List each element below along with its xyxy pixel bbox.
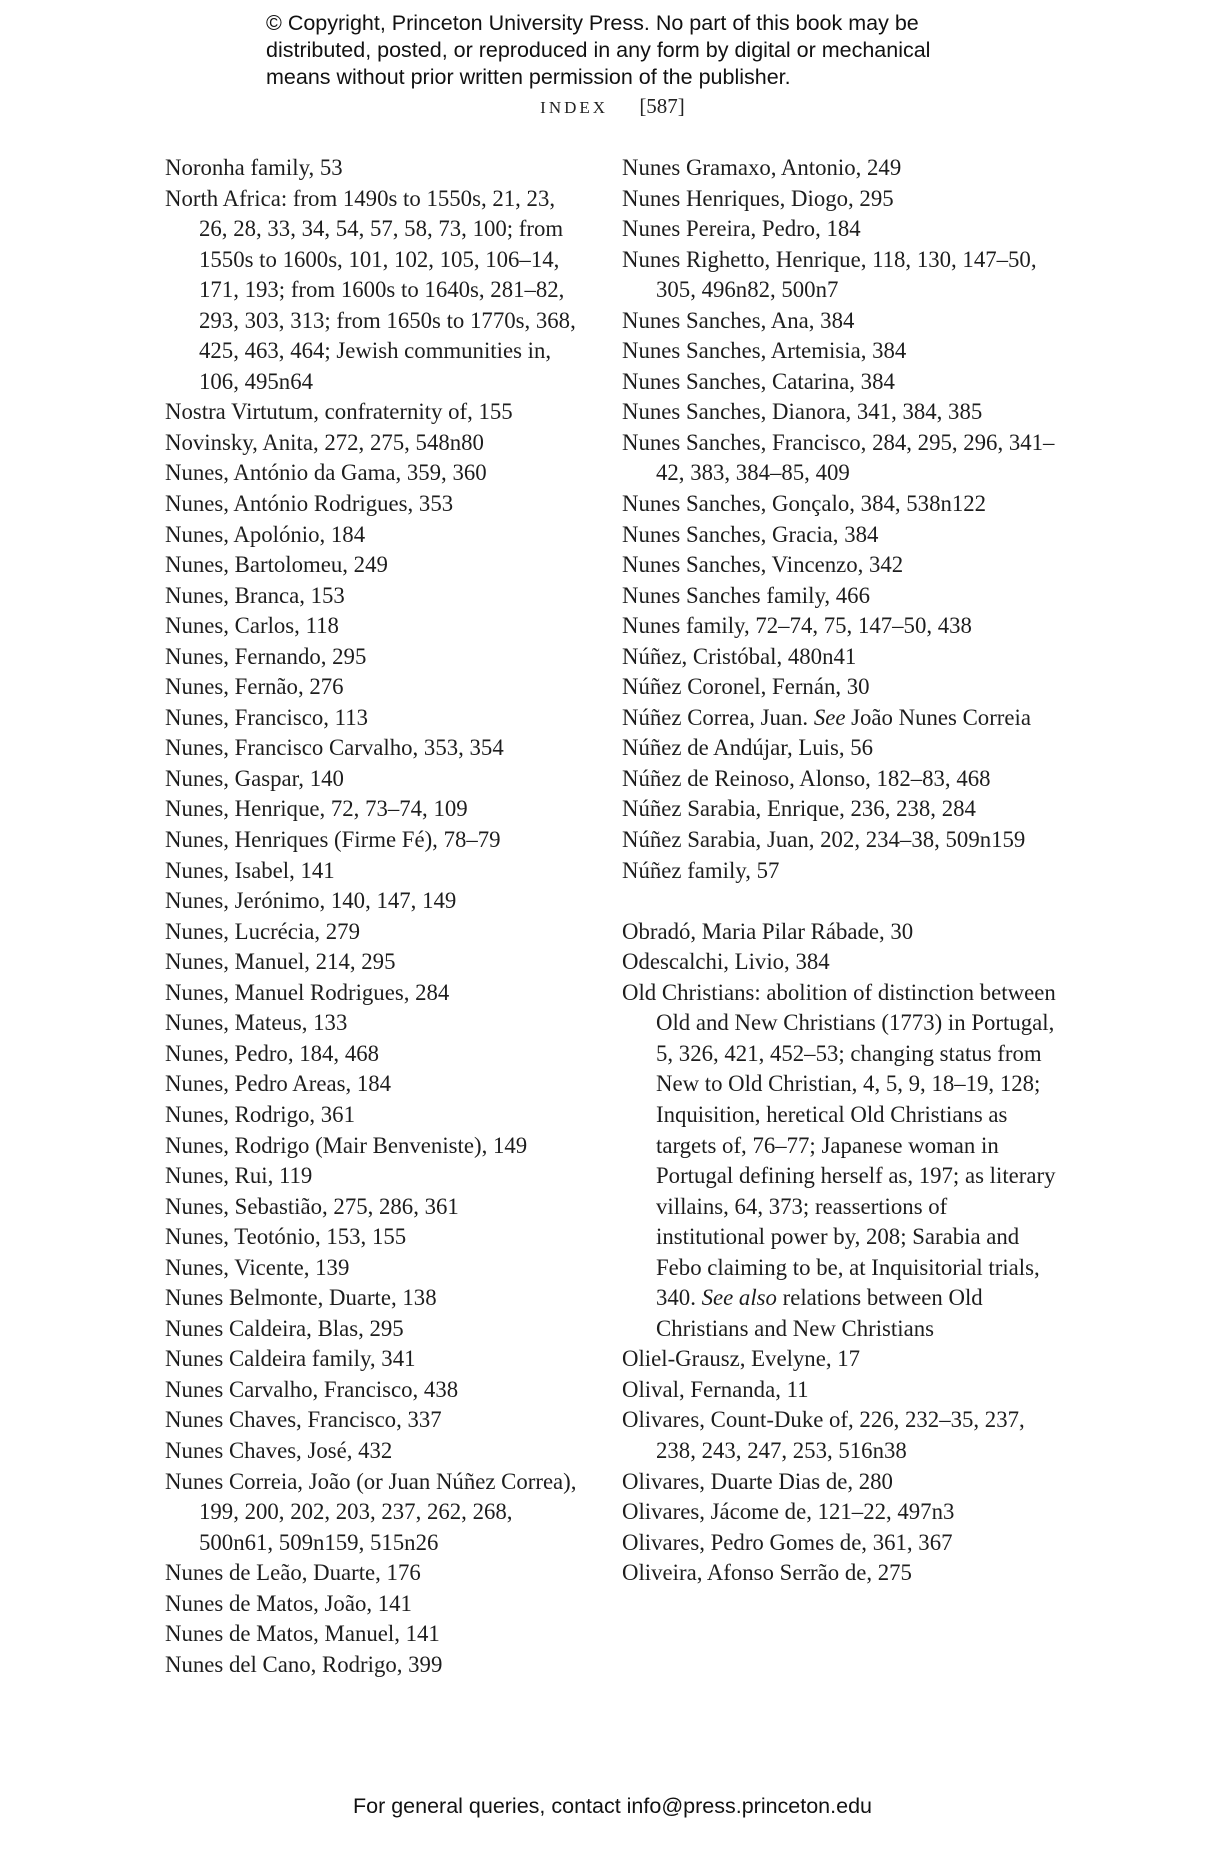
- index-entry: Olivares, Count-Duke of, 226, 232–35, 237, 238, 243, 247, 253, 516n38: [622, 1407, 1025, 1463]
- index-entry: Nunes Caldeira, Blas, 295: [165, 1315, 404, 1341]
- index-entry: Nunes, Francisco, 113: [165, 704, 369, 730]
- copyright-notice: [266, 10, 1026, 91]
- index-entry: Nunes Correia, João (or Juan Núñez Correa), 199, 200, 202, 203, 237, 262, 268, 500n61, 509n159, 515n26: [165, 1468, 577, 1555]
- index-entry: Nunes, Rodrigo (Mair Benveniste), 149: [165, 1132, 528, 1158]
- index-group: [622, 153, 1060, 672]
- copyright-line: © Copyright, Princeton University Press. No part of this book may be: [266, 11, 919, 35]
- index-entry: Nunes Belmonte, Duarte, 138: [165, 1285, 437, 1311]
- entry-text: Núñez Correa, Juan.: [622, 704, 814, 730]
- index-entry: Nunes, Pedro Areas, 184: [165, 1071, 392, 1097]
- index-entry: Nunes de Leão, Duarte, 176: [165, 1560, 421, 1586]
- index-entry: Nunes Sanches, Ana, 384: [622, 307, 855, 333]
- index-entry: Nunes Caldeira family, 341: [165, 1346, 416, 1372]
- index-entry: Nunes Sanches, Vincenzo, 342: [622, 552, 904, 578]
- index-entry: Núñez Sarabia, Juan, 202, 234–38, 509n159: [622, 827, 1026, 853]
- index-entry: Nunes, António da Gama, 359, 360: [165, 460, 487, 486]
- index-entry: Obradó, Maria Pilar Rábade, 30: [622, 918, 914, 944]
- index-entry: Nunes, Rui, 119: [165, 1163, 313, 1189]
- index-entry: Núñez de Reinoso, Alonso, 182–83, 468: [622, 765, 991, 791]
- index-entry: Nunes Sanches, Gracia, 384: [622, 521, 879, 547]
- index-entry: Nunes Sanches, Francisco, 284, 295, 296, 341–42, 383, 384–85, 409: [622, 429, 1055, 486]
- footer-contact: For general queries, contact info@press.princeton.edu: [352, 1794, 872, 1818]
- index-entry: Olival, Fernanda, 11: [622, 1376, 809, 1402]
- see-also-reference: See also: [701, 1285, 777, 1311]
- index-entry: Nunes Henriques, Diogo, 295: [622, 185, 894, 211]
- index-column-right: [622, 153, 1060, 1589]
- index-entry: Nunes, Bartolomeu, 249: [165, 552, 388, 578]
- index-entry: Nunes, Sebastião, 275, 286, 361: [165, 1193, 459, 1219]
- index-entry: Nunes Pereira, Pedro, 184: [622, 216, 861, 242]
- entry-text: Old Christians: abolition of distinction between Old and New Christians (1773) in Portugal, 5, 326, 421, 452–53; changing status from New to Old Christian, 4, 5, 9, 18–19, 128; Inquisition, heretical Old Christians as targets of, 76–77; Japanese woman in Portugal defining herself as, 197; as literary villains, 64, 373; reassertions of institutional power by, 208; Sarabia and Febo claiming to be, at Inquisitorial trials, 340.: [622, 979, 1056, 1311]
- copyright-line: distributed, posted, or reproduced in any form by digital or mechanical: [266, 38, 931, 62]
- index-entry: Nunes Sanches family, 466: [622, 582, 870, 608]
- index-entry: Nunes Righetto, Henrique, 118, 130, 147–50, 305, 496n82, 500n7: [622, 246, 1037, 303]
- index-entry: Nunes, Henriques (Firme Fé), 78–79: [165, 827, 501, 853]
- index-entry: Nunes, Apolónio, 184: [165, 521, 366, 547]
- index-entry: Nunes Carvalho, Francisco, 438: [165, 1376, 459, 1402]
- running-head-label: INDEX: [540, 98, 609, 117]
- index-column-left: [165, 153, 585, 1680]
- index-entry: Núñez Sarabia, Enrique, 236, 238, 284: [622, 796, 976, 822]
- index-entry-old-christians: [622, 978, 1060, 1345]
- index-entry: Nunes, Francisco Carvalho, 353, 354: [165, 735, 504, 761]
- index-entry: Nunes Chaves, Francisco, 337: [165, 1407, 442, 1433]
- index-entry: North Africa: from 1490s to 1550s, 21, 23, 26, 28, 33, 34, 54, 57, 58, 73, 100; from 1550s to 1600s, 101, 102, 105, 106–14, 171, 193; from 1600s to 1640s, 281–82, 293, 303, 313; from 1650s to 1770s, 368, 425, 463, 464; Jewish communities in, 106, 495n64: [165, 185, 576, 394]
- index-entry: Odescalchi, Livio, 384: [622, 949, 830, 975]
- index-entry: Nunes, Fernando, 295: [165, 643, 367, 669]
- index-entry: Nunes, Jerónimo, 140, 147, 149: [165, 888, 457, 914]
- letter-break: [622, 886, 1060, 917]
- index-entry: Nunes, Vicente, 139: [165, 1254, 350, 1280]
- index-entry: Núñez Coronel, Fernán, 30: [622, 674, 870, 700]
- index-group: [622, 1344, 1060, 1588]
- index-entry: Nunes, Manuel, 214, 295: [165, 949, 396, 975]
- index-entry: Novinsky, Anita, 272, 275, 548n80: [165, 429, 484, 455]
- index-entry: Oliel-Grausz, Evelyne, 17: [622, 1346, 861, 1372]
- index-entry: Nunes, Rodrigo, 361: [165, 1101, 355, 1127]
- index-entry: Nunes del Cano, Rodrigo, 399: [165, 1651, 443, 1677]
- index-entry: Nunes, António Rodrigues, 353: [165, 491, 454, 517]
- index-entry: Nunes, Henrique, 72, 73–74, 109: [165, 796, 468, 822]
- index-entry-nunez-correa: [622, 703, 1060, 734]
- copyright-line: means without prior written permission of the publisher.: [266, 65, 791, 89]
- index-entry: Olivares, Duarte Dias de, 280: [622, 1468, 893, 1494]
- index-entry: Nostra Virtutum, confraternity of, 155: [165, 399, 513, 425]
- index-entry: Núñez de Andújar, Luis, 56: [622, 735, 874, 761]
- index-entry: Nunes, Isabel, 141: [165, 857, 335, 883]
- index-entry: Nunes, Mateus, 133: [165, 1010, 348, 1036]
- index-entry: Nunes, Pedro, 184, 468: [165, 1040, 380, 1066]
- index-entry: Nunes de Matos, João, 141: [165, 1590, 412, 1616]
- index-entry: Nunes Gramaxo, Antonio, 249: [622, 155, 902, 180]
- index-entry: Nunes, Branca, 153: [165, 582, 345, 608]
- index-group: [622, 733, 1060, 886]
- index-entry: Nunes family, 72–74, 75, 147–50, 438: [622, 613, 972, 639]
- index-entry: Olivares, Jácome de, 121–22, 497n3: [622, 1499, 955, 1525]
- index-entry: Núñez family, 57: [622, 857, 780, 883]
- see-reference: See: [813, 704, 846, 730]
- page-number: [587]: [639, 94, 685, 118]
- index-entry: Nunes, Lucrécia, 279: [165, 918, 360, 944]
- index-entry: Oliveira, Afonso Serrão de, 275: [622, 1560, 912, 1586]
- index-entry: Nunes de Matos, Manuel, 141: [165, 1621, 440, 1647]
- index-entry: Olivares, Pedro Gomes de, 361, 367: [622, 1529, 953, 1555]
- index-entry: Nunes Sanches, Catarina, 384: [622, 368, 895, 394]
- entry-text: João Nunes Correia: [845, 704, 1031, 730]
- index-entry: Nunes Sanches, Gonçalo, 384, 538n122: [622, 491, 987, 517]
- index-entry: Nunes Sanches, Artemisia, 384: [622, 338, 907, 364]
- index-entry: Nunes, Carlos, 118: [165, 613, 339, 639]
- index-entry: Nunes, Gaspar, 140: [165, 765, 344, 791]
- index-entry: Nunes, Manuel Rodrigues, 284: [165, 979, 450, 1005]
- index-entry: Noronha family, 53: [165, 155, 343, 180]
- index-entry: Nunes, Fernão, 276: [165, 674, 344, 700]
- index-group: [622, 917, 1060, 978]
- index-entry: Nunes, Teotónio, 153, 155: [165, 1224, 407, 1250]
- index-entry: Núñez, Cristóbal, 480n41: [622, 643, 857, 669]
- entry-text: relations between Old Christians and New Christians: [656, 1285, 983, 1341]
- index-entry: Nunes Sanches, Dianora, 341, 384, 385: [622, 399, 983, 425]
- index-entry: Nunes Chaves, José, 432: [165, 1437, 393, 1463]
- running-head: [0, 94, 1225, 119]
